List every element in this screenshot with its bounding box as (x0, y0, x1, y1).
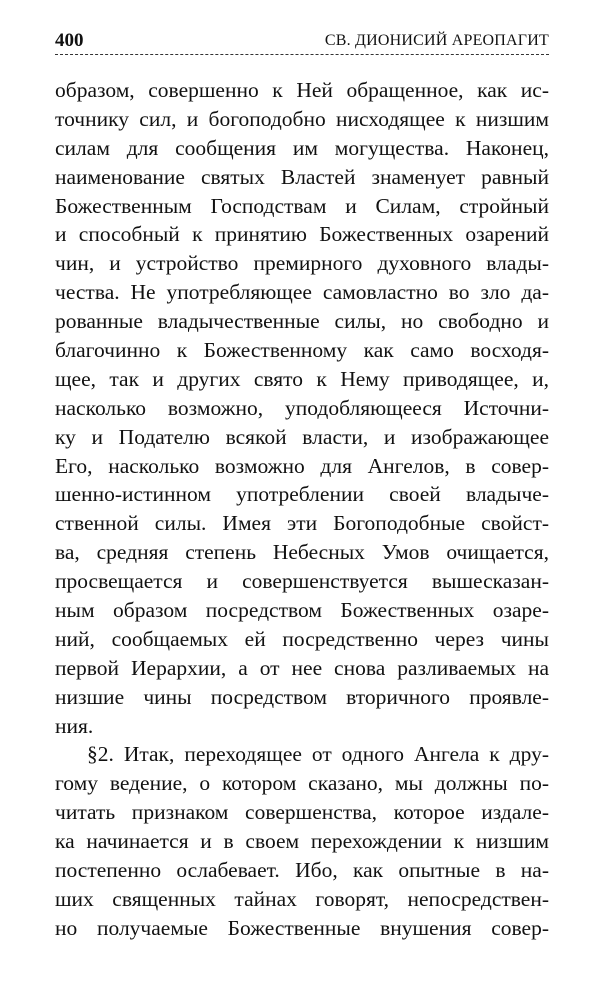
page-header (55, 30, 549, 55)
text-line: чин, и устройство премирного духовного влады- (55, 251, 549, 276)
text-line: постепенно ослабевает. Ибо, как опытные в на- (55, 858, 549, 883)
text-line: благочинно к Божественному как само восходя- (55, 338, 549, 363)
text-line: ния. (55, 713, 94, 738)
text-line: рованные владычественные силы, но свободно и (55, 309, 549, 334)
text-line: чества. Не употребляющее самовластно во зло да- (55, 280, 549, 305)
text-line: и способный к принятию Божественных озарений (55, 222, 549, 247)
text-line: насколько возможно, уподобляющееся Источни- (55, 395, 549, 420)
text-line: точнику сил, и богоподобно нисходящее к низшим (55, 106, 549, 131)
text-line: первой Иерархии, а от нее снова разливаемых на (55, 655, 549, 680)
text-line: гому ведение, о котором сказано, мы должны по- (55, 771, 549, 796)
text-line: образом, совершенно к Ней обращенное, как ис- (55, 78, 549, 102)
text-line: Божественным Господствам и Силам, стройный (55, 193, 549, 218)
text-line: ва, средняя степень Небесных Умов очищается, (55, 540, 549, 565)
text-line: Его, насколько возможно для Ангелов, в совер- (55, 453, 549, 478)
text-line: ственной силы. Имея эти Богоподобные свойст- (55, 511, 549, 536)
section-start-line: §2. Итак, переходящее от одного Ангела к дру- (87, 742, 549, 767)
text-line: ших священных тайнах говорят, непосредствен- (55, 886, 549, 911)
text-line: щее, так и других свято к Нему приводящее, и, (55, 366, 549, 391)
text-line: наименование святых Властей знаменует равный (55, 164, 549, 189)
text-line: читать признаком совершенства, которое издале- (55, 800, 549, 825)
text-line: ка начинается и в своем перехождении к низшим (55, 829, 549, 854)
text-line: шенно-истинном употреблении своей владыче- (55, 482, 549, 507)
body-text (55, 76, 549, 943)
text-line: ний, сообщаемых ей посредственно через чины (55, 626, 549, 651)
page-number: 400 (55, 30, 84, 51)
text-line: просвещается и совершенствуется вышесказан- (55, 569, 549, 594)
text-line: ку и Подателю всякой власти, и изображающее (55, 424, 549, 449)
text-line: но получаемые Божественные внушения совер- (55, 915, 549, 940)
text-line: силам для сообщения им могущества. Наконец, (55, 135, 549, 160)
running-head: СВ. ДИОНИСИЙ АРЕОПАГИТ (324, 32, 549, 49)
text-line: ным образом посредством Божественных озаре- (55, 598, 549, 623)
text-line: низшие чины посредством вторичного проявле- (55, 684, 549, 709)
